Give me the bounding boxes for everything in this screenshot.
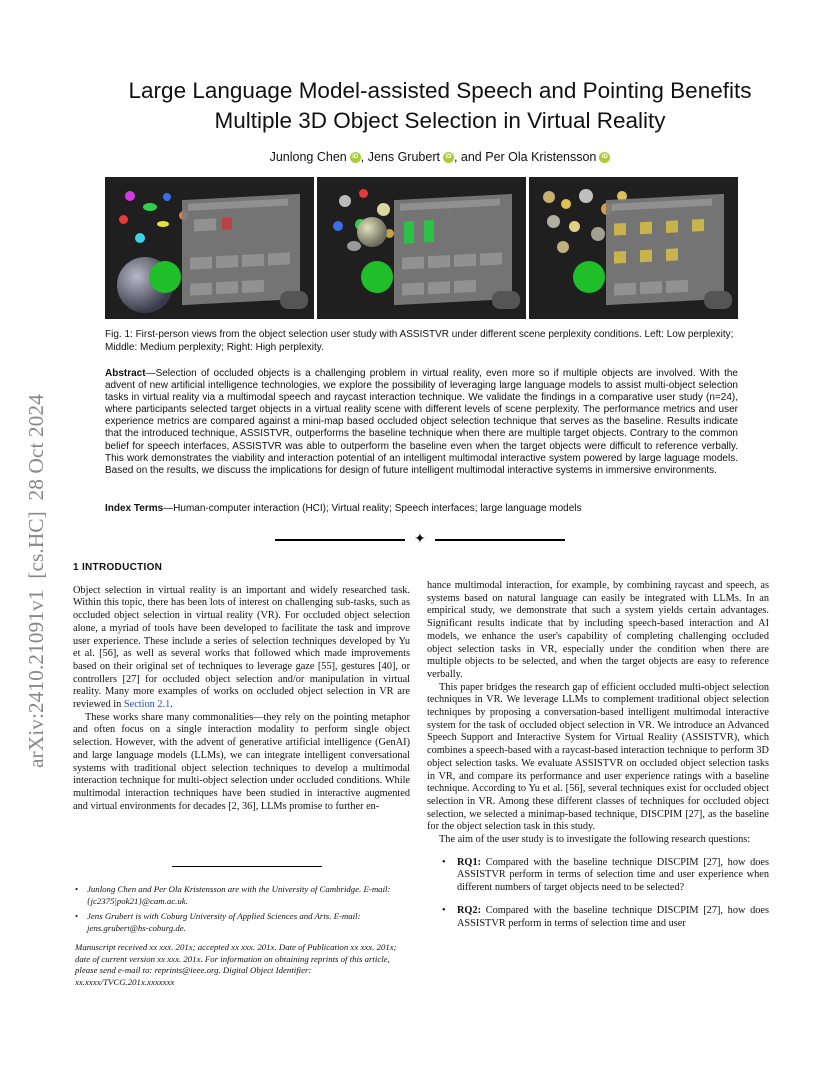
figure-1 bbox=[105, 177, 738, 319]
controller-icon bbox=[492, 291, 520, 309]
section-divider bbox=[275, 532, 565, 548]
paper-title bbox=[70, 76, 810, 136]
abstract-label: Abstract bbox=[105, 368, 146, 379]
arxiv-id-text: arXiv:2410.21091v1 [cs.HC] 28 Oct 2024 bbox=[24, 394, 48, 768]
author-1: Junlong Chen bbox=[269, 150, 347, 164]
figure-caption: Fig. 1: First-person views from the object selection user study with ASSISTVR under different scene perplexity conditions. Left: Low perplexity; Middle: Medium perplexity; Right: High perplexity. bbox=[105, 329, 734, 353]
abstract bbox=[105, 368, 738, 477]
author-list bbox=[70, 150, 810, 164]
figure-panel-high-perplexity bbox=[529, 177, 738, 319]
sphere-object bbox=[357, 217, 387, 247]
select-target-button[interactable] bbox=[149, 261, 181, 293]
orcid-icon[interactable]: iD bbox=[599, 152, 610, 163]
rq-text: Compared with the baseline technique DISCPIM [27], how does ASSISTVR perform in terms of selection time and user experience when different numbers of target objects need to be selected? bbox=[457, 856, 769, 894]
footnotes bbox=[73, 884, 410, 988]
title-line-1: Large Language Model-assisted Speech and Pointing Benefits bbox=[128, 78, 752, 103]
footnote-affiliation-1: • Junlong Chen and Per Ola Kristensson are with the University of Cambridge. E-mail: {jc2375|pok21}@cam.ac.uk. bbox=[73, 884, 410, 907]
minimap-screen bbox=[606, 194, 724, 305]
right-paragraph-2: This paper bridges the research gap of efficient occluded multi-object selection techniques in VR. We leverage LLMs to complement traditional object selection techniques by proposing a conversation-based intelligent multimodal interactive system for the task of occluded object selection in VR. We introduce an Advanced Speech Support and Interactive System for Virtual Reality (ASSISTVR), which combines a speech-based with a raycast-based interaction technique to perform 3D object selection tasks. We evaluate ASSISTVR on occluded object selection tasks in VR, and compare its performance and user experience ratings with a baseline technique. According to Yu et al. [56], several techniques exist for occluded object selection in VR. Among these different classes of techniques for occluded object selection, we selected a minimap-based technique, DISCPIM [27], as the baseline for the object selection task in this study. bbox=[427, 681, 769, 833]
intro-paragraph-2: These works share many commonalities—they rely on the pointing metaphor and often focus on a single interaction modality to perform single object selection. However, with the advent of generative artificial intelligence (GenAI) and large language models (LLMs), we can integrate intelligent conversational systems with traditional object selection techniques to develop a multimodal interaction technique for multi-object selection under occluded conditions. While multimodal interaction techniques have been studied in interactive augmented and virtual environments for decades [2, 36], LLMs promise to further en- bbox=[73, 711, 410, 812]
title-line-2: Multiple 3D Object Selection in Virtual Reality bbox=[214, 108, 666, 133]
diamond-ornament-icon: ✦ bbox=[414, 532, 426, 547]
rq-label: RQ1: bbox=[457, 856, 482, 868]
rq-label: RQ2: bbox=[457, 904, 482, 916]
screen-header bbox=[188, 199, 288, 211]
right-paragraph-1: hance multimodal interaction, for example, by combining raycast and speech, as systems based on natural language can easily be integrated with LLMs. In an empirical study, we demonstrate that such a system yields certain advantages. Significant results indicate that by including speech-based interaction and AI models, we enhance the user's capability of completing challenging occluded object selection tasks in VR, especially under the condition when there are multiple objects to be selected, and when the target objects are easy to reference verbally. bbox=[427, 580, 769, 680]
left-column bbox=[73, 562, 410, 813]
research-question-1: • RQ1: Compared with the baseline technique DISCPIM [27], how does ASSISTVR perform in terms of selection time and user experience when different numbers of target objects need to be selected? bbox=[442, 856, 769, 894]
author-3: , and Per Ola Kristensson bbox=[453, 150, 597, 164]
footnote-rule bbox=[172, 866, 322, 867]
controller-icon bbox=[704, 291, 732, 309]
paragraph-text: Object selection in virtual reality is an important and widely researched task. Within this topic, there has been lots of interest on challenging sub-tasks, such as occluded object selection in virtual reality (VR). For occluded object selection alone, a myriad of tools have been developed to facilitate the task and improve user experience. These include a series of selection techniques developed by Yu et al. [56], as well as several works that followed which made improvements based on their original set of techniques to leverage gaze [55], gestures [40], or controllers [27] for occluded object selection and/or manipulation in virtual reality. Many more examples of works on occluded object selection in VR are reviewed in bbox=[73, 584, 410, 711]
research-question-2: • RQ2: Compared with the baseline technique DISCPIM [27], how does ASSISTVR perform in terms of selection time and user bbox=[442, 904, 769, 929]
orcid-icon[interactable]: iD bbox=[350, 152, 361, 163]
select-target-button[interactable] bbox=[361, 261, 393, 293]
screen-header bbox=[612, 199, 712, 211]
footnote-affiliation-2: • Jens Grubert is with Coburg University of Applied Sciences and Arts. E-mail: jens.grubert@hs-coburg.de. bbox=[73, 911, 410, 934]
right-column bbox=[427, 580, 769, 930]
index-terms bbox=[105, 503, 738, 514]
minimap-screen bbox=[394, 194, 512, 305]
rq-text: Compared with the baseline technique DISCPIM [27], how does ASSISTVR perform in terms of selection time and user bbox=[457, 904, 769, 929]
author-2: , Jens Grubert bbox=[360, 150, 440, 164]
orcid-icon[interactable]: iD bbox=[443, 152, 454, 163]
paragraph-end: . bbox=[170, 699, 173, 711]
minimap-screen bbox=[182, 194, 300, 305]
abstract-text: —Selection of occluded objects is a challenging problem in virtual reality, even more so if multiple objects are involved. With the advent of new artificial intelligence technologies, we explore the possibility of leveraging large language models to assist multi-object selection tasks in virtual reality via a multimodal speech and raycast interaction technique. We validate the findings in a comparative user study (n=24), where participants selected target objects in a virtual reality scene with different levels of scene perplexity. The performance metrics and user experience metrics are compared against a mini-map based occluded object selection technique that serves as the baseline. Results indicate that the introduced technique, ASSISTVR, outperforms the baseline technique when there are multiple target objects. Contrary to the common belief for speech interfaces, ASSISTVR was able to outperform the baseline even when the target objects were difficult to reference verbally. This work demonstrates the viability and interaction potential of an intelligent multimodal interactive system powered by large laguage models. Based on the results, we discuss the implications for design of future intelligent multimodal interactive systems in immersive environments. bbox=[105, 368, 738, 476]
manuscript-info: Manuscript received xx xxx. 201x; accepted xx xxx. 201x. Date of Publication xx xxx. 201x; date of current version xx xxx. 201x. For information on obtaining reprints of this article, please send e-mail to: reprints@ieee.org. Digital Object Identifier: xx.xxxx/TVCG.201x.xxxxxxx bbox=[75, 942, 397, 987]
figure-panel-medium-perplexity bbox=[317, 177, 526, 319]
arxiv-identifier bbox=[10, 290, 56, 770]
section-link[interactable]: Section 2.1 bbox=[123, 699, 171, 711]
section-heading: 1 INTRODUCTION bbox=[73, 562, 163, 573]
index-terms-text: —Human-computer interaction (HCI); Virtual reality; Speech interfaces; large language models bbox=[163, 503, 582, 514]
confirm-target-button[interactable] bbox=[573, 261, 605, 293]
index-terms-label: Index Terms bbox=[105, 503, 164, 514]
right-paragraph-3: The aim of the user study is to investigate the following research questions: bbox=[439, 834, 751, 846]
figure-panel-low-perplexity bbox=[105, 177, 314, 319]
screen-header bbox=[400, 199, 500, 211]
controller-icon bbox=[280, 291, 308, 309]
intro-paragraph-1 bbox=[73, 585, 410, 712]
